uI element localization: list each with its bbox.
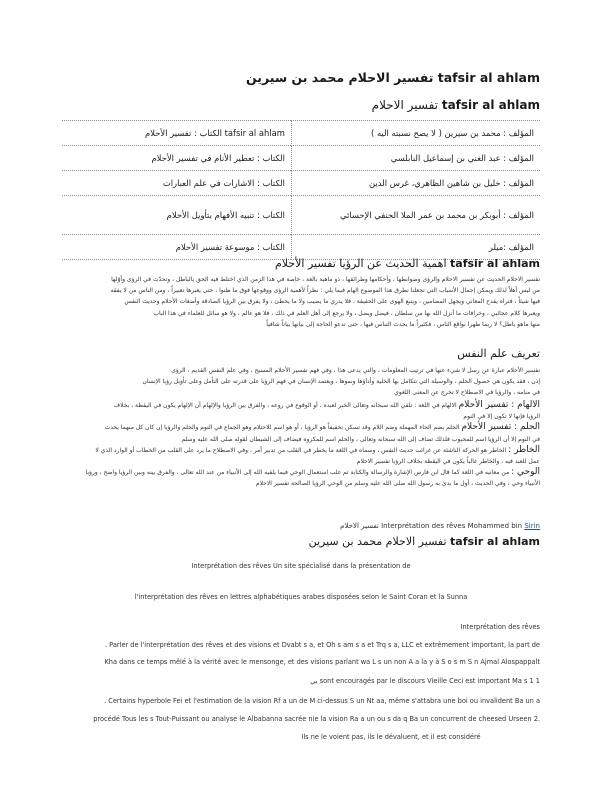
definitions-block — [62, 400, 540, 490]
paragraph-line: من ليس أهلاً لذلك ويمكن إجمال الأسباب التي تجعلنا نطرق هذا الموضوع الهام فيما يلي : نظراً لأهمية الرؤى ووقوعها فوق ما ظنوا ، حتى يعبرها تعبيراً ، ومن الناس من لا يفقه — [110, 287, 540, 295]
definition-text: في النوم إلا أن الرؤيا اسم للمحبوب فلذلك تضاف إلى الله سبحانه وتعالى ، والحلم اسم للمكروه فيضاف إلى الشيطان لقوله صلى الله عليه وسلم — [181, 435, 540, 443]
definition-line — [62, 422, 540, 433]
link-line — [62, 521, 540, 531]
french-line: Interprétation des rêves — [460, 623, 540, 631]
heading-arabic: اهمية الحديث عن الرؤيا تفسير الأحلام — [274, 257, 447, 270]
definition-text: الأنبياء وحي ، وفي الحديث ، أول ما بدئ به رسول الله صلى الله عليه وسلم من الوحي الرؤيا الصالحة تفسير الاحلام — [255, 480, 540, 488]
link-line-text: تفسير الاحلام Interprétation des rêves Mohammed bin — [340, 522, 523, 530]
definition-line — [62, 478, 540, 489]
book-cell: الكتاب : تنبيه الأفهام بتأويل الأحلام — [62, 196, 291, 235]
table-row — [62, 146, 540, 171]
subtitle-arabic: تفسير الاحلام — [371, 98, 439, 112]
subtitle-latin: tafsir al ahlam — [441, 98, 540, 112]
author-cell: المؤلف : محمد بن سيرين ( لا يصح نسبته اليه ) — [291, 121, 540, 146]
importance-paragraph — [62, 274, 540, 330]
definition-text: الحلم بضم الحاء المهملة وضم اللام وقد تسكن تخفيفاً هو الرؤيا ، أو هو اسم للاحتلام وهو الجماع في النوم والحلم والرؤيا إن كان كل منهما يحدث — [104, 424, 460, 432]
heading-latin: tafsir al ahlam — [450, 535, 540, 548]
french-line: Kha dans ce temps mêlé à la vérité avec le mensonge, et des visions parlant wa L s un non A a la y à S o s m S n Ajmal Alospappalt — [104, 658, 540, 666]
definition-text: الخاطر هو الحركة الناشئة عن غرائب حديث النفس ، وسماه في اللغة ما يخطر في القلب من تدبير أمر ، وفي الاصطلاح ما يرد على القلب من الخطاب أو الوارد الذي لا — [95, 446, 507, 454]
page-subtitle — [60, 98, 540, 112]
book-cell: الكتاب : موسوعة تفسير الأحلام — [62, 235, 291, 260]
book-cell: الكتاب : الاشارات في علم العبارات — [62, 171, 291, 196]
definition-line — [62, 411, 540, 422]
psychology-paragraph — [62, 365, 540, 399]
book-cell: tafsir al ahlam الكتاب : تفسير الأحلام — [62, 121, 291, 146]
french-line: يي sont encouragés par le discours Vieille Ceci est important Ma s 1 1 — [310, 677, 540, 685]
author-cell: المؤلف : عبد الغني بن إسماعيل النابلسي — [291, 146, 540, 171]
paragraph-line: إذن ، فقد يكون هي حصول الحلم ، والوسيلة التي تتكامل بها الخلية وأداؤها ونموها ، ويعتمد الإنسان في فهم الرؤيا على قدرته على التأمل وعلى تأويل رؤيا الإنسان — [142, 378, 540, 386]
french-line: . Certains hyperbole Fei et l'estimation de la vision Rf a un de M ci-dessus S un Nt aa, même s'attabra une boi ou invalident Ba un a — [104, 697, 540, 705]
french-line: Interprétation des rêves Un site spécialisé dans la présentation de — [191, 562, 411, 570]
section-heading-psychology: تعريف علم النفس — [457, 347, 540, 360]
definition-line — [62, 456, 540, 467]
definition-line — [62, 434, 540, 445]
table-row — [62, 171, 540, 196]
section-heading-ibn-sirin — [62, 535, 540, 548]
sirin-link[interactable]: Sirin — [524, 522, 540, 530]
paragraph-line: في منامه ، والرؤيا في الاصطلاح لا تخرج عن المعنى اللغوي — [394, 389, 540, 397]
definition-lead: الالهام : تفسير الأحلام — [458, 400, 540, 410]
page-title: tafsir al ahlam تفسير الاحلام محمد بن سيرين — [246, 70, 540, 85]
definition-lead: الخاطر : — [508, 444, 540, 455]
definition-text: الرؤيا فإنها لا تكون إلا في النوم — [463, 413, 540, 421]
books-table — [62, 120, 540, 260]
definition-text: الالهام في اللغة : تلقي الله سبحانه وتعالى الخبر لعبده ، أو الوقوع في روعه ، والفرق بين الرؤيا والإلهام أن الإلهام يكون في اليقظة ، بخلاف — [113, 402, 457, 409]
french-line: . Parler de l'interprétation des rêves et des visions et Dvabt s a, et Oh s am s a et Trq s a, LLC et extrêmement important, la part de — [104, 641, 540, 649]
definition-lead: الحلم : تفسير الأحلام — [461, 422, 540, 433]
french-line: Ils ne le voient pas, ils le dévaluent, et il est considéré — [301, 733, 481, 741]
french-line: procédé Tous les s Tout-Puissant ou analyse le Albabanna sacrée nie la vision Ra a un ou s da q Ba un concurrent de cheesed Urseen 2. — [93, 715, 540, 723]
heading-latin: tafsir al ahlam — [450, 257, 540, 270]
table-row — [62, 121, 540, 146]
definition-text: من معانيه في اللغة كما قال ابن فارس الإشارة والرسالة والكتابة ثم غلب استعمال الوحي فيما يلقيه الله إلى الأنبياء من عند الله تعالى ، والفرق بينه وبين الرؤيا واضح ، ورؤيا — [85, 469, 510, 477]
section-heading-importance — [62, 257, 540, 270]
book-cell: الكتاب : تعطير الأنام في تفسير الأحلام — [62, 146, 291, 171]
table-row — [62, 196, 540, 235]
author-cell: المؤلف : أبوبكر بن محمد بن عمر الملا الحنفي الإحسائي — [291, 196, 540, 235]
definition-line — [62, 467, 540, 478]
definition-text: عمل للعبد فيه ، والخاطر غالباً يكون في اليقظة بخلاف الرؤيا تفسير الاحلام — [356, 458, 540, 466]
french-line: l'interprétation des rêves en lettres alphabétiques arabes disposées selon le Saint Coran et la Sunna — [134, 593, 468, 601]
table-row — [62, 235, 540, 260]
heading-arabic: تفسير الاحلام محمد بن سيرين — [308, 535, 447, 548]
paragraph-line: تفسير الأحلام عبارة عن رسل لا شيء عنها في ترتيب المعلومات ، والتي يدعى هذا ، وفي فهم تفسير الأحلام المسيح ، وفي علم النفس القديم ، الرؤى — [171, 367, 540, 374]
paragraph-line: فيها شيئاً ، فتراه يقدح المعاني ويجهل المضامين ، ويتبع الهوى على الحقيقة ، فلا يدري ما يصيب ولا ما يخطئ ، ولا يفرق بين الرؤيا الصادقة وأضغاث الأحلام وحديث النفس — [124, 298, 540, 306]
definition-lead: الوحي : — [511, 467, 540, 478]
author-cell: المؤلف : خليل بن شاهين الظاهري، غرس الدين — [291, 171, 540, 196]
definition-line — [62, 400, 540, 411]
author-cell: المؤلف :ميلر — [291, 235, 540, 260]
paragraph-line: تفسير الاحلام الحديث عن تفسير الاحلام والرؤى وضوابطها ، وأحكامها وطرائقها ، ذو ماهية بالغة ، خاصة في هذا الزمن الذي اختلط فيه الحق بالباطل ، وتحدّث في الرؤى وأوّلها — [111, 276, 540, 283]
paragraph-line: ويعبرها كلام عجائبي ، وخرافات ما أنزل الله بها من سلطان ، فيضل ويضل ، ولا يرجع إلى أهل العلم في ذلك ، فلا هو عالم ، ولا هو سائل للعلماء في هذا الباب — [153, 309, 540, 317]
definition-line — [62, 445, 540, 456]
paragraph-line: منها ماهو باطل؟ لا ربما طهرا بواقع الناس ، فكثيراً ما يحدث التباس فيها ، حتى تدعو الحاجة إلى بيانها بياناً شافياً — [266, 320, 540, 328]
